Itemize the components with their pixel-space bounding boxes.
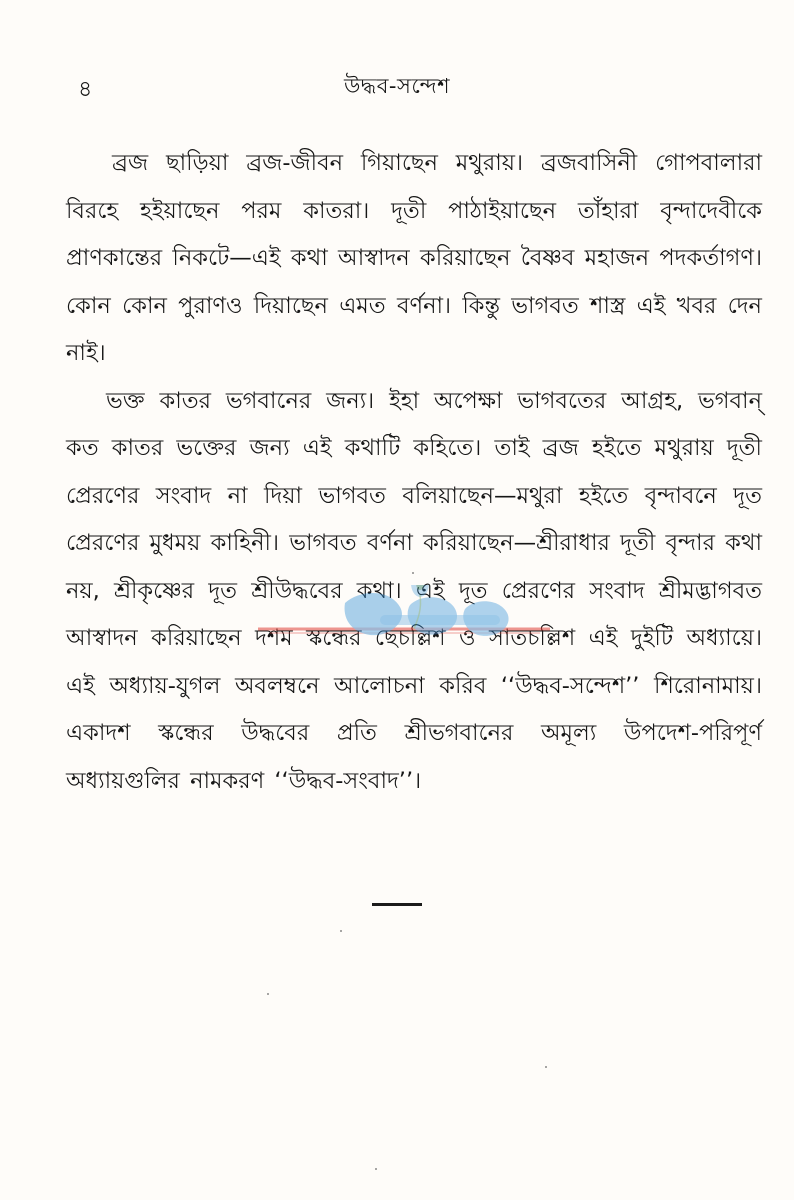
paragraph-2: ভক্ত কাতর ভগবানের জন্য। ইহা অপেক্ষা ভাগবতের আগ্রহ, ভগবান্ কত কাতর ভক্তের জন্য এই কথাটি কহিতে। তাই ব্রজ হইতে মথুরায় দূতী প্রেরণের সংবাদ না দিয়া ভাগবত বলিয়াছেন—মথুরা হইতে বৃন্দাবনে দূত প্রেরণের মুধময় কাহিনী। ভাগবত বর্ণনা করিয়াছেন—শ্রীরাধার দূতী বৃন্দার কথা নয়, শ্রীকৃষ্ণের দূত শ্রীউদ্ধবের কথা। এই দূত প্রেরণের সংবাদ শ্রীমদ্ভাগবত আস্বাদন করিয়াছেন দশম স্কন্ধের ছেচল্লিশ ও সাতচল্লিশ এই দুইটি অধ্যায়ে। এই অধ্যায়-যুগল অবলম্বনে আলোচনা করিব ‘‘উদ্ধব-সন্দেশ’’ শিরোনামায়। একাদশ স্কন্ধের উদ্ধবের প্রতি শ্রীভগবানের অমূল্য উপদেশ-পরিপূর্ণ অধ্যায়গুলির নামকরণ ‘‘উদ্ধব-সংবাদ’’। — [66, 387, 762, 794]
section-divider — [372, 903, 422, 906]
paragraph-1: ব্রজ ছাড়িয়া ব্রজ-জীবন গিয়াছেন মথুরায়। ব্রজবাসিনী গোপবালারা বিরহে হইয়াছেন পরম কাতরা। দূতী পাঠাইয়াছেন তাঁহারা বৃন্দাদেবীকে প্রাণকান্তের নিকটে—এই কথা আস্বাদন করিয়াছেন বৈষ্ণব মহাজন পদকর্তাগণ। কোন কোন পুরাণও দিয়াছেন এমত বর্ণনা। কিন্তু ভাগবত শাস্ত্র এই খবর দেন নাই। — [66, 150, 762, 366]
paper-speck — [267, 993, 269, 995]
paper-speck — [375, 1168, 377, 1170]
running-title: উদ্ধব-সন্দেশ — [343, 74, 451, 98]
page-header — [0, 66, 794, 106]
page-number: ৪ — [78, 77, 93, 102]
body-text — [66, 140, 762, 805]
paper-speck — [340, 930, 342, 932]
paper-speck — [412, 572, 414, 574]
paper-speck — [545, 1066, 547, 1068]
